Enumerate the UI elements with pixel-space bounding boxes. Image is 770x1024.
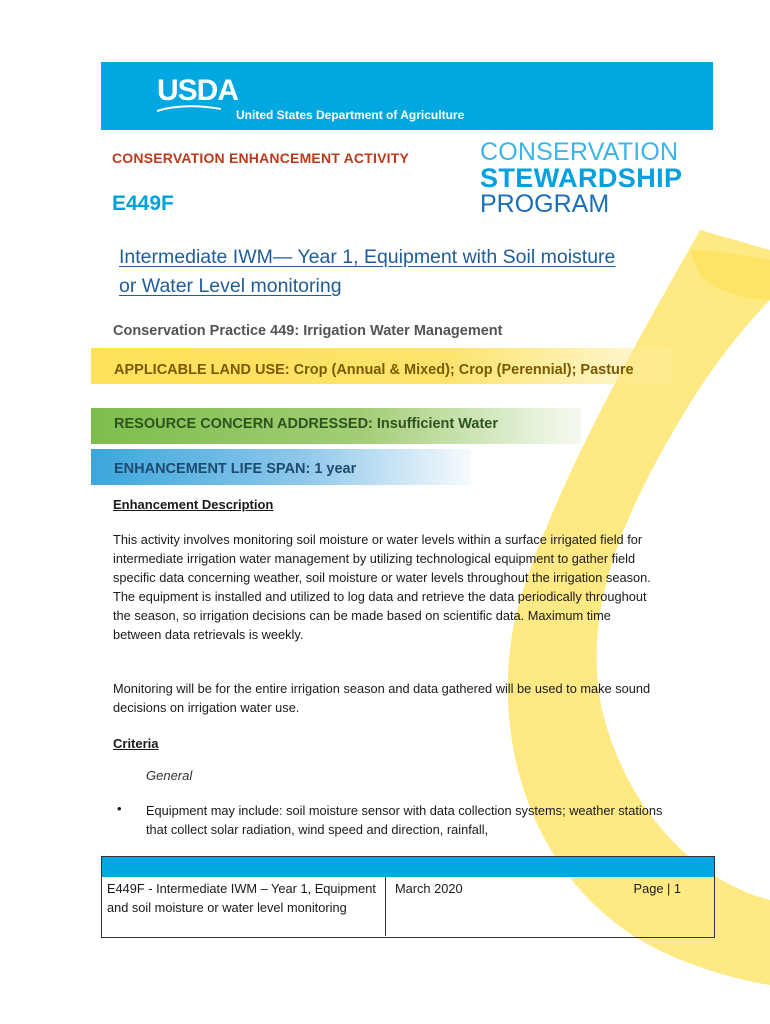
footer-page-number: Page | 1 [633, 881, 681, 896]
activity-label: CONSERVATION ENHANCEMENT ACTIVITY [112, 150, 409, 166]
description-paragraph-2: Monitoring will be for the entire irrigation season and data gathered will be used to make sound decisions on irrigation water use. [113, 681, 651, 715]
description-heading: Enhancement Description [113, 497, 274, 512]
title-line2: or Water Level monitoring [119, 275, 342, 297]
criteria-subhead: General [146, 768, 193, 783]
footer-doc-title: E449F - Intermediate IWM – Year 1, Equipment and soil moisture or water level monitoring [102, 877, 386, 936]
csp-program-logo [480, 140, 682, 217]
usda-logo-text: USDA [157, 74, 239, 107]
page-footer [101, 856, 715, 938]
description-paragraph-1: This activity involves monitoring soil moisture or water levels within a surface irrigated field for intermediate irrigation water management by utilizing technological equipment to gather field specific data concerning weather, soil moisture or water levels throughout the irrigation season. The equipment is installed and utilized to log data and retrieve the data periodically throughout the season, so irrigation decisions can be made based on scientific data. Maximum time between data retrievals is weekly. [113, 532, 651, 642]
land-use-text: APPLICABLE LAND USE: Crop (Annual & Mixed); Crop (Perennial); Pasture [114, 362, 634, 378]
page-title [119, 243, 689, 301]
usda-header-banner [101, 62, 713, 130]
life-span-text: ENHANCEMENT LIFE SPAN: 1 year [114, 461, 357, 477]
bullet-icon: • [117, 801, 122, 816]
csp-logo-line2: STEWARDSHIP [480, 163, 683, 193]
land-use-band [91, 348, 671, 384]
footer-date: March 2020 [395, 881, 463, 896]
title-line1: Intermediate IWM— Year 1, Equipment with Soil moisture [119, 246, 616, 268]
criteria-heading: Criteria [113, 736, 159, 751]
footer-date-cell [387, 877, 713, 936]
resource-concern-text: RESOURCE CONCERN ADDRESSED: Insufficient Water [114, 416, 499, 432]
csp-logo-line3: PROGRAM [480, 190, 610, 218]
life-span-band [91, 449, 471, 485]
criteria-bullet-text: Equipment may include: soil moisture sensor with data collection systems; weather stations that collect solar radiation, wind speed and direction, rainfall, [146, 803, 663, 837]
department-name: United States Department of Agriculture [236, 108, 465, 122]
conservation-practice: Conservation Practice 449: Irrigation Water Management [113, 323, 503, 339]
footer-color-strip [102, 857, 714, 877]
csp-logo-line1: CONSERVATION [480, 138, 679, 166]
enhancement-code: E449F [112, 192, 174, 215]
resource-concern-band [91, 408, 581, 444]
